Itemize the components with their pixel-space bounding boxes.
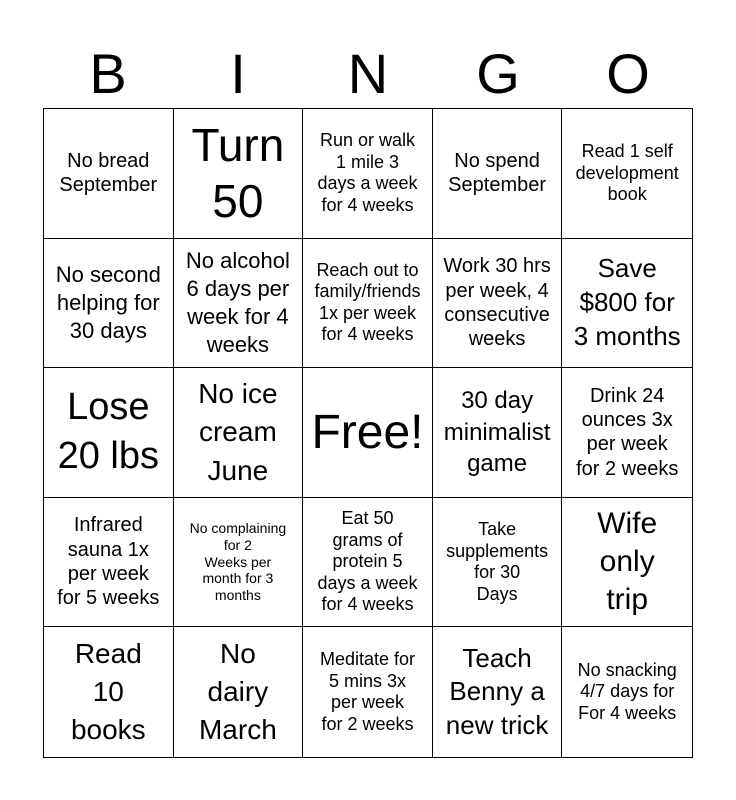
bingo-board: [43, 108, 693, 758]
header-letter-i: I: [230, 42, 246, 105]
bingo-cell: No ice cream June: [174, 368, 304, 498]
bingo-cell: Read 1 self development book: [562, 109, 692, 239]
bingo-cell: No alcohol 6 days per week for 4 weeks: [174, 239, 304, 369]
bingo-header: [43, 40, 693, 108]
header-letter-g: G: [476, 42, 520, 105]
bingo-cell: Read 10 books: [44, 627, 174, 757]
bingo-cell: Meditate for 5 mins 3x per week for 2 weeks: [303, 627, 433, 757]
bingo-cell: Save $800 for 3 months: [562, 239, 692, 369]
bingo-cell: Lose 20 lbs: [44, 368, 174, 498]
header-letter-n: N: [347, 42, 389, 105]
bingo-cell: No spend September: [433, 109, 563, 239]
bingo-cell: Wife only trip: [562, 498, 692, 628]
bingo-cell: Run or walk 1 mile 3 days a week for 4 weeks: [303, 109, 433, 239]
bingo-cell: Reach out to family/friends 1x per week for 4 weeks: [303, 239, 433, 369]
bingo-cell: No bread September: [44, 109, 174, 239]
bingo-cell: Eat 50 grams of protein 5 days a week for 4 weeks: [303, 498, 433, 628]
bingo-cell: Turn 50: [174, 109, 304, 239]
bingo-cell: Work 30 hrs per week, 4 consecutive weeks: [433, 239, 563, 369]
bingo-cell: No second helping for 30 days: [44, 239, 174, 369]
bingo-cell: Teach Benny a new trick: [433, 627, 563, 757]
bingo-cell-free: Free!: [303, 368, 433, 498]
bingo-cell: No snacking 4/7 days for For 4 weeks: [577, 659, 677, 723]
bingo-cell: No complaining for 2 Weeks per month for 3 months: [174, 498, 304, 628]
header-letter-b: B: [89, 42, 127, 105]
bingo-cell: Drink 24 ounces 3x per week for 2 weeks: [562, 368, 692, 498]
header-letter-o: O: [606, 42, 650, 105]
bingo-cell: No dairy March: [174, 627, 304, 757]
bingo-cell: Take supplements for 30 Days: [433, 498, 563, 628]
bingo-cell: Infrared sauna 1x per week for 5 weeks: [44, 498, 174, 628]
bingo-cell: 30 day minimalist game: [433, 368, 563, 498]
